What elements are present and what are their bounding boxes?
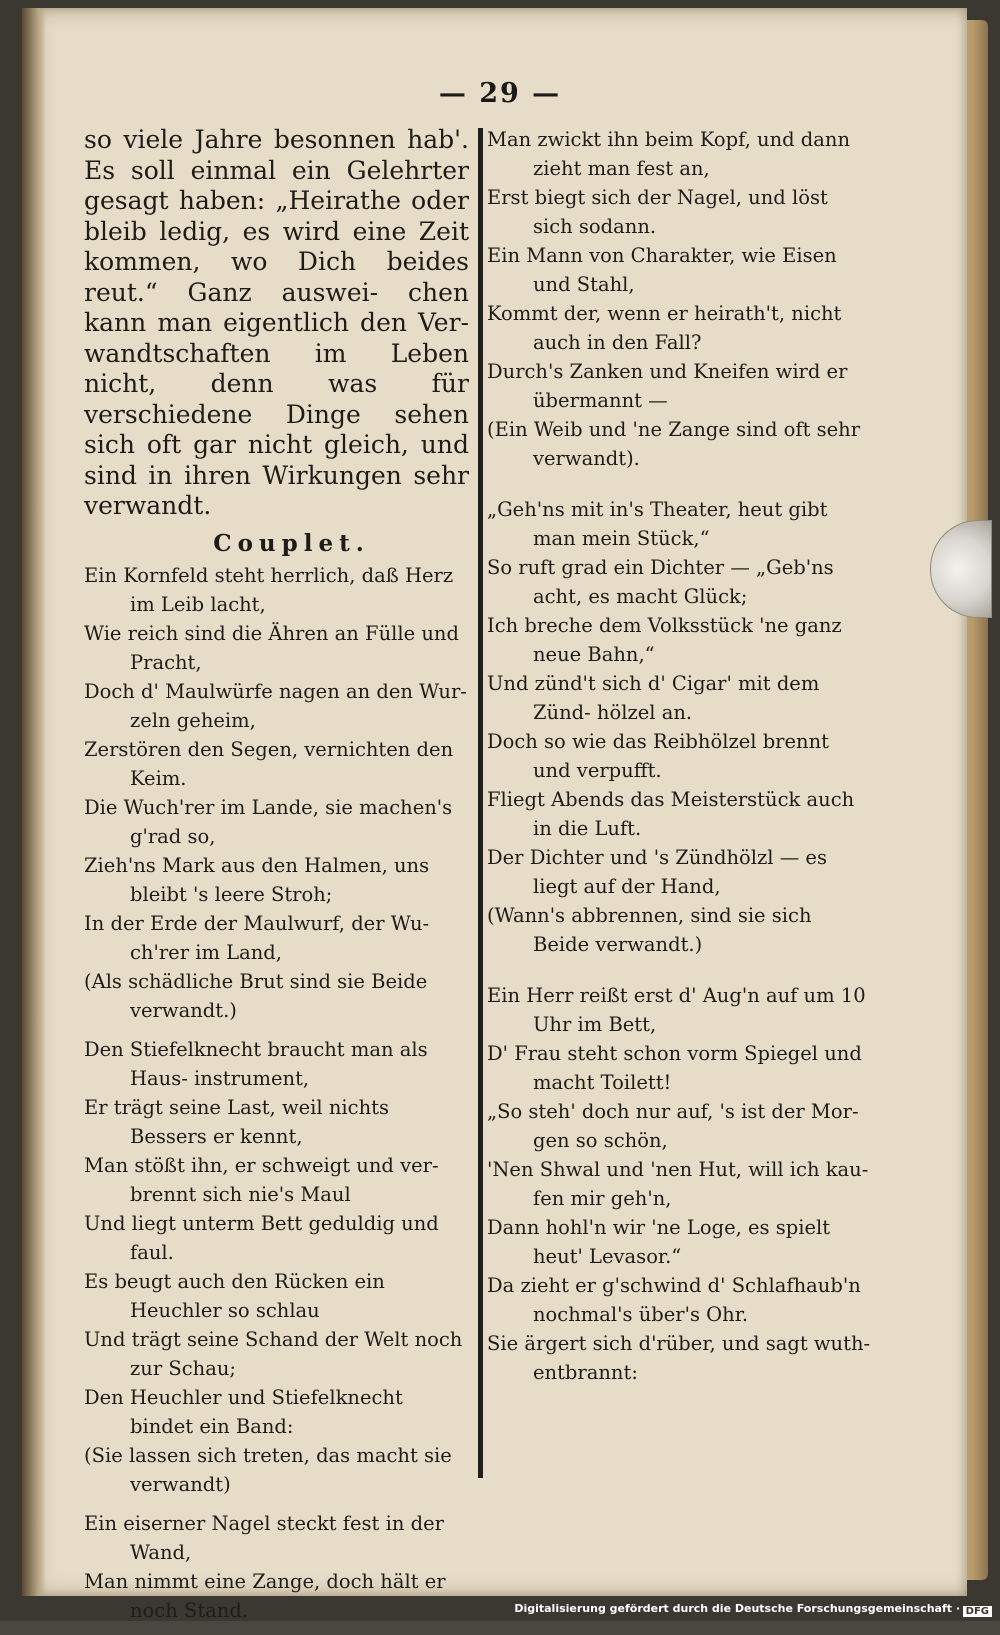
verse-line: Ich breche dem Volksstück 'ne ganz neue Bahn,“ bbox=[487, 614, 842, 666]
stanza bbox=[487, 125, 872, 473]
verse-line: Man zwickt ihn beim Kopf, und dann zieht man fest an, bbox=[487, 128, 851, 180]
verse-line: Fliegt Abends das Meisterstück auch in die Luft. bbox=[487, 788, 855, 840]
stanza bbox=[84, 1509, 469, 1625]
verse-line: (Als schädliche Brut sind sie Beide verwandt.) bbox=[84, 969, 428, 1022]
verse-line: Und zünd't sich d' Cigar' mit dem Zünd- hölzel an. bbox=[487, 672, 820, 724]
verse-line: Und trägt seine Schand der Welt noch zur Schau; bbox=[84, 1327, 463, 1380]
verse-line: Wie reich sind die Ähren an Fülle und Pracht, bbox=[84, 621, 459, 674]
verse-line: In der Erde der Maulwurf, der Wu- ch'rer im Land, bbox=[84, 911, 430, 964]
digitization-credit: Digitalisierung gefördert durch die Deutsche Forschungsgemeinschaft · bbox=[514, 1602, 960, 1615]
stanza bbox=[487, 981, 872, 1387]
verse-line: 'Nen Shwal und 'nen Hut, will ich kau- fen mir geh'n, bbox=[487, 1158, 869, 1210]
couplet-heading: Couplet. bbox=[213, 529, 370, 557]
verse-line: Die Wuch'rer im Lande, sie machen's g'rad so, bbox=[84, 795, 453, 848]
verse-line: Er trägt seine Last, weil nichts Bessers er kennt, bbox=[84, 1095, 389, 1148]
prose-paragraph: so viele Jahre besonnen hab'. Es soll einmal ein Gelehrter gesagt haben: „Heirathe oder bleib ledig, es wird eine Zeit kommen, wo Dich beides reut.“ Ganz auswei- chen kann man eigentlich den Ver- wandtschaften im Leben nicht, denn was für verschiedene Dinge sehen sich oft gar nicht gleich, und sind in ihren Wirkungen sehr verwandt. bbox=[84, 125, 469, 520]
verse-line: Und liegt unterm Bett geduldig und faul. bbox=[84, 1211, 439, 1264]
verse-line: „Geh'ns mit in's Theater, heut gibt man mein Stück,“ bbox=[487, 498, 828, 550]
verse-line: Es beugt auch den Rücken ein Heuchler so schlau bbox=[84, 1269, 385, 1322]
verse-line: Den Heuchler und Stiefelknecht bindet ein Band: bbox=[84, 1385, 403, 1438]
verse-line: (Sie lassen sich treten, das macht sie verwandt) bbox=[84, 1443, 452, 1496]
prose-block bbox=[84, 125, 469, 522]
stanza bbox=[84, 561, 469, 1025]
verse-line: Dann hohl'n wir 'ne Loge, es spielt heut' Levasor.“ bbox=[487, 1216, 831, 1268]
verse-line: (Wann's abbrennen, sind sie sich Beide verwandt.) bbox=[487, 904, 812, 956]
verse-line: Sie ärgert sich d'rüber, und sagt wuth- entbrannt: bbox=[487, 1332, 871, 1384]
verse-line: Ein eiserner Nagel steckt fest in der Wand, bbox=[84, 1511, 444, 1564]
page-number: — 29 — bbox=[438, 78, 562, 109]
stanza bbox=[84, 1035, 469, 1499]
verse-line: Doch so wie das Reibhölzel brennt und verpufft. bbox=[487, 730, 830, 782]
verse-line: Ein Herr reißt erst d' Aug'n auf um 10 Uhr im Bett, bbox=[487, 984, 866, 1036]
verse-line: Durch's Zanken und Kneifen wird er übermannt — bbox=[487, 360, 848, 412]
verse-line: Ein Kornfeld steht herrlich, daß Herz im Leib lacht, bbox=[84, 563, 454, 616]
page-gutter bbox=[22, 8, 46, 1596]
verse-line: Man stößt ihn, er schweigt und ver- brennt sich nie's Maul bbox=[84, 1153, 439, 1206]
verse-line: Zerstören den Segen, vernichten den Keim. bbox=[84, 737, 454, 790]
right-column bbox=[487, 125, 872, 1409]
verse-line: Erst biegt sich der Nagel, und löst sich sodann. bbox=[487, 186, 828, 238]
column-divider bbox=[478, 128, 483, 1478]
verse-line: Ein Mann von Charakter, wie Eisen und Stahl, bbox=[487, 244, 837, 296]
dfg-logo: DFG bbox=[963, 1606, 992, 1617]
verse-line: (Ein Weib und 'ne Zange sind oft sehr verwandt). bbox=[487, 418, 861, 470]
verse-line: Da zieht er g'schwind d' Schlafhaub'n nochmal's über's Ohr. bbox=[487, 1274, 861, 1326]
verse-line: Kommt der, wenn er heirath't, nicht auch in den Fall? bbox=[487, 302, 842, 354]
stanza bbox=[487, 495, 872, 959]
verse-line: Doch d' Maulwürfe nagen an den Wur- zeln geheim, bbox=[84, 679, 467, 732]
verse-line: So ruft grad ein Dichter — „Geb'ns acht, es macht Glück; bbox=[487, 556, 834, 608]
verse-line: Zieh'ns Mark aus den Halmen, uns bleibt 's leere Stroh; bbox=[84, 853, 430, 906]
verse-line: Der Dichter und 's Zündhölzl — es liegt auf der Hand, bbox=[487, 846, 827, 898]
verse-line: Den Stiefelknecht braucht man als Haus- instrument, bbox=[84, 1037, 428, 1090]
verse-line: „So steh' doch nur auf, 's ist der Mor- gen so schön, bbox=[487, 1100, 859, 1152]
left-column bbox=[84, 125, 469, 1635]
verse-line: D' Frau steht schon vorm Spiegel und macht Toilett! bbox=[487, 1042, 862, 1094]
verse-line: Man nimmt eine Zange, doch hält er noch Stand. bbox=[84, 1569, 446, 1622]
